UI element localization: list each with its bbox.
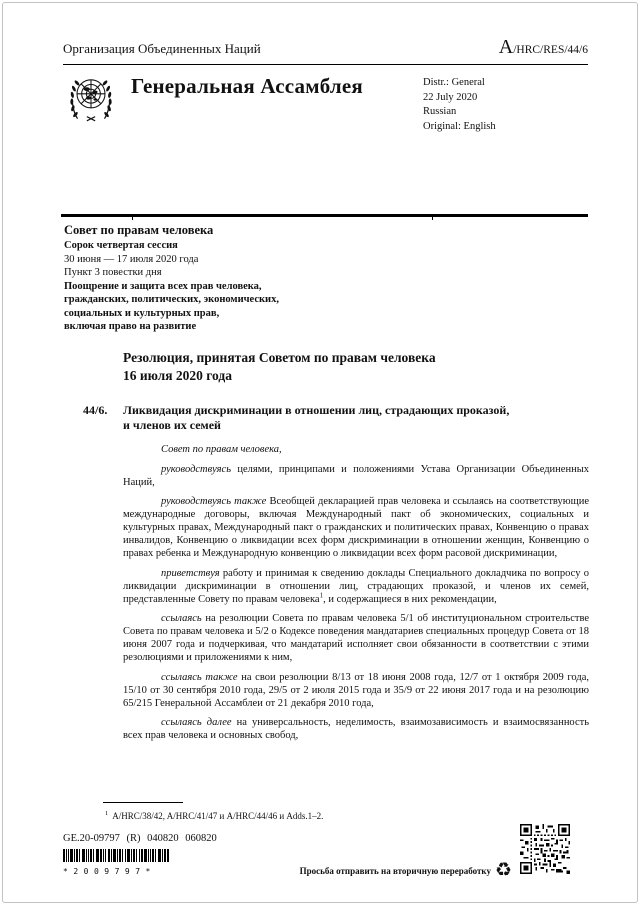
barcode-icon (63, 849, 169, 862)
council-name: Совет по правам человека (64, 223, 214, 237)
resolution-title-line2: 16 июля 2020 года (123, 367, 232, 383)
divider-tick (132, 217, 133, 220)
document-page (2, 2, 638, 903)
agenda-title-line: гражданских, политических, экономических, (64, 294, 279, 305)
divider-tick (432, 217, 433, 220)
document-symbol-letter: A (498, 36, 514, 58)
un-emblem-icon (63, 71, 119, 127)
preamble-paragraph: Совет по правам человека, (161, 444, 282, 455)
session-dates: 30 июня — 17 июля 2020 года (64, 253, 199, 265)
footnote-text: A/HRC/38/42, A/HRC/41/47 и A/HRC/44/46 и Adds.1–2. (112, 811, 324, 821)
recycle-text: Просьба отправить на вторичную переработку (299, 865, 491, 876)
agenda-title-line: включая право на развитие (64, 321, 197, 332)
page-title: Генеральная Ассамблея (131, 74, 363, 98)
agenda-item: Пункт 3 повестки дня (64, 267, 162, 278)
resolution-number: 44/6. (83, 403, 108, 417)
preamble-paragraph: приветствуя работу и принимая к сведению доклады Специального докладчика по вопросу о ликвидации дискриминации в отношении лиц, страдающих проказой, и членов их семей, представленные Совету по правам человека$^1$, и содержащиеся в них рекомендации, (123, 567, 589, 605)
agenda-title-line: социальных и культурных прав, (64, 307, 220, 319)
session-block (64, 222, 484, 334)
distribution-block (423, 71, 588, 134)
barcode (63, 849, 173, 876)
footnote-divider (103, 802, 183, 803)
qr-code-icon (520, 824, 570, 874)
footnote-marker: 1 (105, 810, 109, 817)
recycle-note (300, 861, 512, 880)
masthead-top-row (63, 36, 588, 65)
masthead-divider (61, 214, 588, 217)
masthead (63, 71, 588, 134)
org-name: Организация Объединенных Наций (63, 41, 261, 56)
preamble (123, 443, 589, 749)
document-symbol (499, 36, 588, 59)
footnote (105, 808, 525, 822)
preamble-paragraph: руководствуясь целями, принципами и положениями Устава Организации Объединенных Наций, (123, 463, 589, 488)
agenda-title-line: Поощрение и защита всех прав человека, (64, 280, 262, 292)
document-symbol-rest: /HRC/RES/44/6 (513, 44, 588, 56)
resolution-title-line1: Резолюция, принятая Советом по правам человека (123, 350, 436, 365)
resolution-title (123, 349, 573, 384)
distr-date: 22 July 2020 (423, 91, 478, 103)
preamble-paragraph: ссылаясь на резолюции Совета по правам человека 5/1 об институциональном строительстве Совета по правам человека и 5/2 о Кодексе поведения мандатариев специальных процедур Совета от 18 июня 2007 года и подчеркивая, что мандатарий исполняет свои обязанности в соответствии с этими резолюциями и приложениями к ним, (123, 613, 589, 663)
distr-line: Distr.: General (423, 77, 485, 88)
resolution-heading (83, 403, 573, 433)
preamble-paragraph: ссылаясь также на свои резолюции 8/13 от 18 июня 2008 года, 12/7 от 1 октября 2009 года, 15/10 от 30 сентября 2010 года, 29/5 от 2 июля 2015 года и 35/9 от 22 июня 2017 года и на резолюцию 65/215 Генеральной Ассамблеи от 21 декабря 2010 года, (123, 671, 589, 709)
session-name: Сорок четвертая сессия (64, 240, 178, 251)
preamble-paragraph: руководствуясь также Всеобщей декларацией прав человека и ссылаясь на соответствующие международные договоры, включая Международный пакт об экономических, социальных и культурных правах, Международный пакт о гражданских и политических правах, Конвенцию о правах инвалидов, Конвенцию о ликвидации всех форм дискриминации в отношении женщин, Конвенцию о правах ребенка и Международную конвенцию о ликвидации всех форм расовой дискриминации, (123, 496, 589, 559)
distr-original: Original: English (423, 120, 496, 132)
resolution-subject: Ликвидация дискриминации в отношении лиц, страдающих проказой, и членов их семей (123, 403, 510, 432)
distr-language: Russian (423, 106, 457, 117)
recycle-icon: ♻ (494, 859, 512, 881)
preamble-paragraph: ссылаясь далее на универсальность, неделимость, взаимозависимость и взаимосвязанность всех прав человека и основных свобод, (123, 717, 589, 741)
ge-number: GE.20-09797 (R) 040820 060820 (63, 833, 217, 844)
barcode-text: *2009797* (63, 867, 156, 876)
